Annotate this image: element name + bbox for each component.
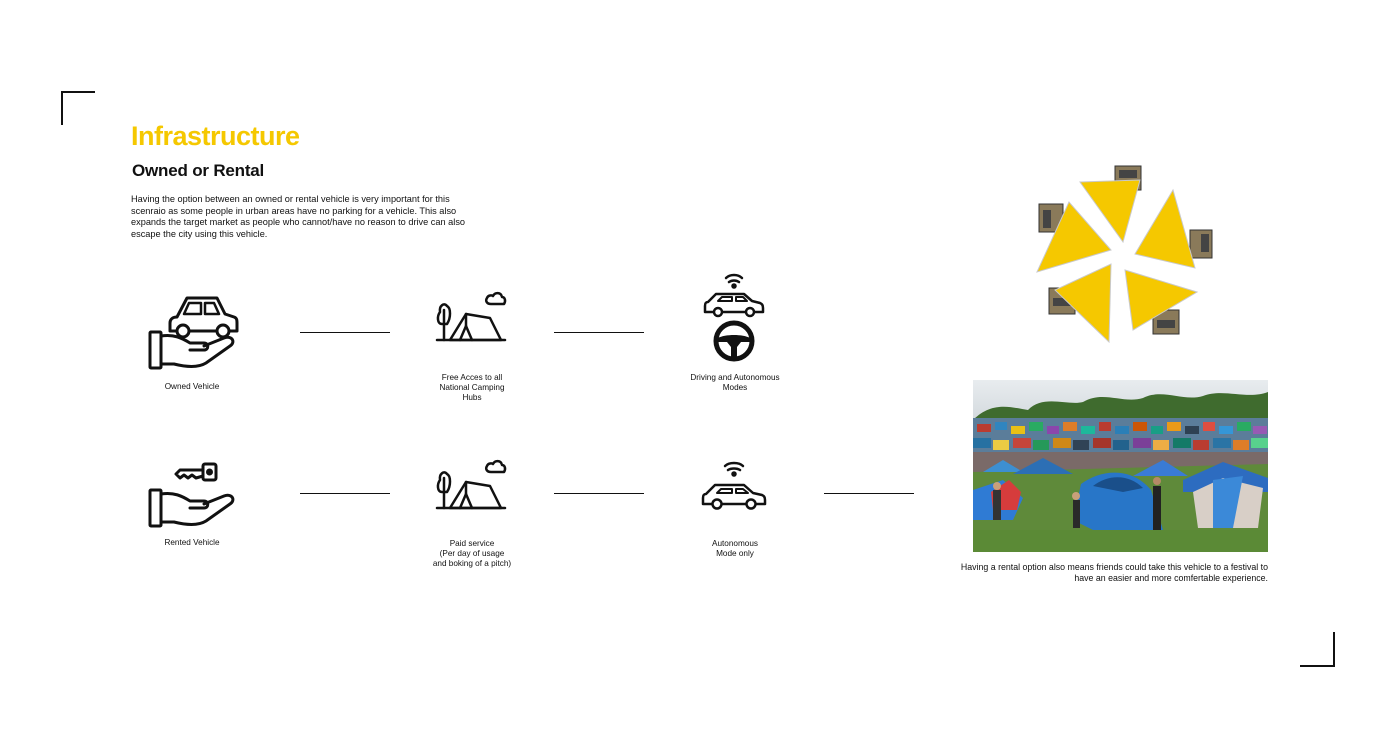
autonomous-only-label	[680, 539, 790, 559]
festival-photo	[973, 380, 1268, 552]
connected-car-icon	[702, 270, 766, 318]
page-title: Infrastructure	[131, 121, 300, 151]
free-camping-line-3: Hubs	[462, 393, 482, 402]
vehicle-canopy-unit	[1037, 202, 1111, 272]
driving-modes-line-2: Modes	[722, 383, 748, 392]
autonomous-only-line-2: Mode only	[716, 549, 754, 558]
vehicle-canopy-unit	[1135, 190, 1212, 268]
vehicle-canopy-unit	[1125, 270, 1197, 334]
paid-service-line-1: Paid service	[449, 539, 495, 548]
hand-key-icon	[146, 460, 240, 530]
free-camping-line-2: National Camping	[439, 383, 505, 392]
corner-mark-top-left	[61, 91, 95, 125]
driving-modes-line-1: Driving and Autonomous	[690, 373, 780, 382]
vehicle-circle-illustration	[1025, 160, 1225, 350]
connector-line	[554, 332, 644, 333]
corner-mark-bottom-right	[1300, 632, 1335, 667]
connector-line	[300, 493, 390, 494]
connector-line	[824, 493, 914, 494]
car-wifi-icon	[700, 458, 768, 514]
tent-icon	[435, 290, 509, 346]
paid-service-label	[416, 539, 528, 569]
paid-service-line-3: and boking of a pitch)	[432, 559, 512, 568]
vehicle-canopy-unit	[1049, 264, 1111, 342]
driving-modes-label	[680, 373, 790, 393]
hand-car-icon	[146, 292, 240, 372]
paid-service-line-2: (Per day of usage	[439, 549, 505, 558]
connector-line	[554, 493, 644, 494]
autonomous-only-line-1: Autonomous	[712, 539, 758, 548]
owned-vehicle-label: Owned Vehicle	[164, 382, 220, 391]
section-subtitle: Owned or Rental	[132, 161, 265, 180]
tent-icon	[435, 458, 509, 514]
free-camping-line-1: Free Acces to all	[441, 373, 503, 382]
rented-vehicle-label: Rented Vehicle	[164, 538, 220, 547]
free-camping-label	[420, 373, 524, 403]
photo-caption: Having a rental option also means friends could take this vehicle to a festival to have an easier and more comfertable experience.	[960, 562, 1268, 583]
steering-wheel-icon	[713, 320, 755, 362]
intro-paragraph: Having the option between an owned or rental vehicle is very important for this scenraio as some people in urban areas have no parking for a vehicle. This also expands the target market as people who cannot/have no reason to drive can also escape the city using this vehicle.	[131, 194, 466, 239]
connector-line	[300, 332, 390, 333]
